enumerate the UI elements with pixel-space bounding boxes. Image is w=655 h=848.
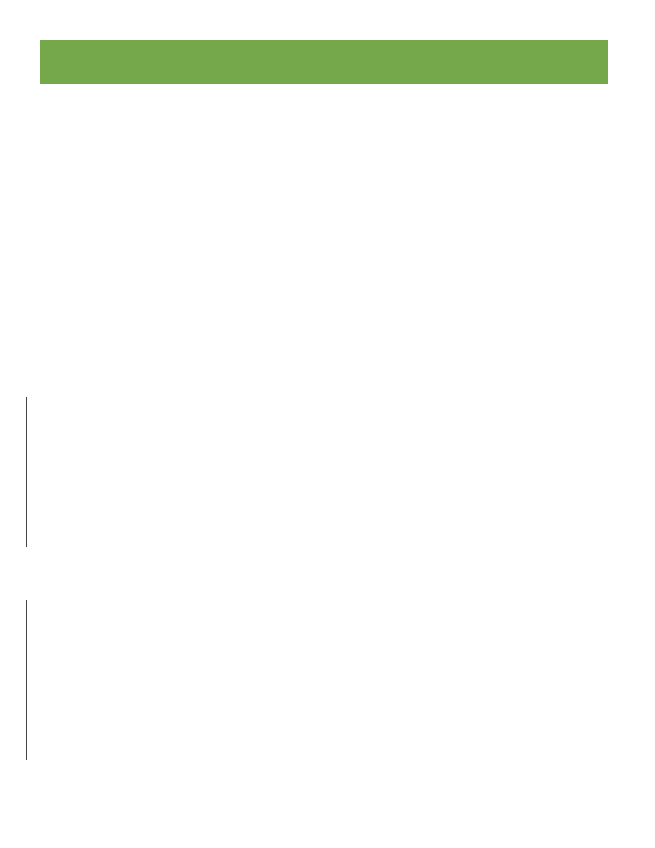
header-ejemplo	[228, 40, 418, 84]
bracket-orden-n	[26, 600, 27, 760]
bracket-primer-orden	[26, 397, 27, 547]
header-cambio	[418, 40, 608, 84]
ode-summary-table	[40, 40, 608, 798]
header-tipo	[40, 40, 228, 84]
table-header	[40, 40, 608, 84]
